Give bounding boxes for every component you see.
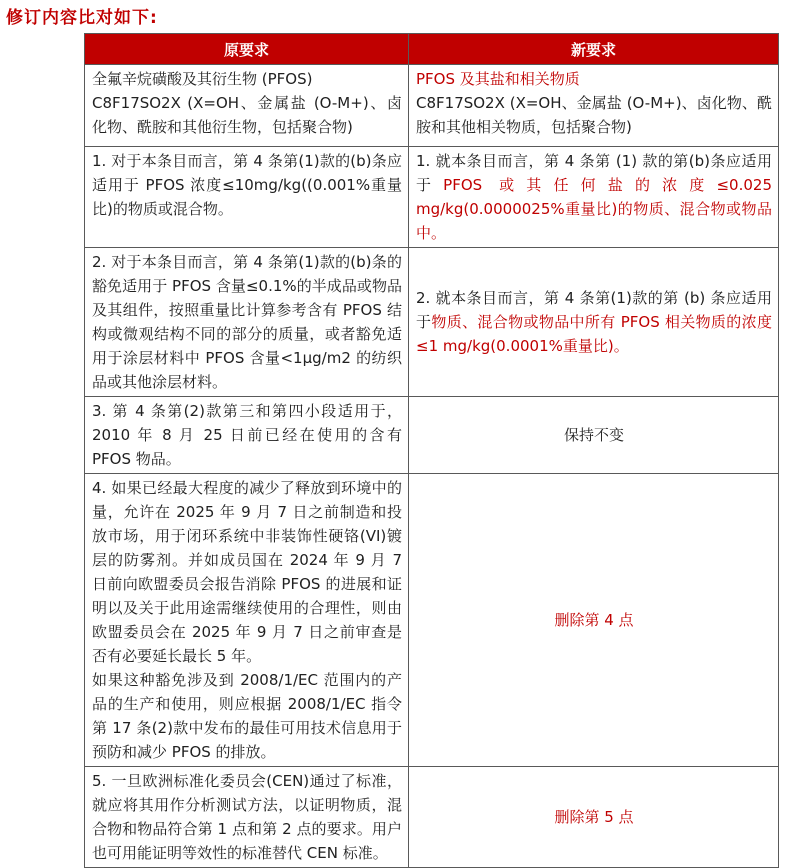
new-point-1-red-text: PFOS 或其任何盐的浓度≤0.025 mg/kg(0.0000025%重量比)的物质、混合物或物品中。 bbox=[416, 176, 772, 242]
new-point-2-cell bbox=[409, 248, 779, 397]
original-substance-formula: C8F17SO2X (X=OH、金属盐 (O-M+)、卤化物、酰胺和其他衍生物，包括聚合物) bbox=[92, 94, 402, 136]
new-point-3-cell bbox=[409, 397, 779, 474]
new-point-1-black-text: 1. 就本条目而言，第 4 条第 (1) 款的第(b)条应适用于 bbox=[416, 152, 772, 194]
original-point-1-text: 1. 对于本条目而言，第 4 条第(1)款的(b)条应适用于 PFOS 浓度≤10mg/kg((0.001%重量比)的物质或混合物。 bbox=[92, 152, 402, 218]
original-point-4-cell bbox=[85, 474, 409, 767]
new-point-2-black-text: 2. 就本条目而言，第 4 条第(1)款的第 (b) 条应适用于 bbox=[416, 289, 772, 331]
new-substance-cell bbox=[409, 65, 779, 147]
new-point-2-text bbox=[416, 286, 772, 358]
table-row-point-5 bbox=[85, 767, 779, 868]
new-point-4-cell bbox=[409, 474, 779, 767]
table-row-substance bbox=[85, 65, 779, 147]
original-point-4-paragraph-1: 4. 如果已经最大程度的减少了释放到环境中的量，允许在 2025 年 9 月 7 日之前制造和投放市场，用于闭环系统中非装饰性硬铬(VI)镀层的防雾剂。并如成员国在 2024 年 9 月 7 日前向欧盟委员会报告消除 PFOS 的进展和证明以及关于此用途需继续使用的合理性，则由欧盟委员会在 2025 年 9 月 7 日之前审查是否有必要延长最长 5 年。 bbox=[92, 479, 402, 665]
original-point-3-cell bbox=[85, 397, 409, 474]
new-substance-formula: C8F17SO2X (X=OH、金属盐 (O-M+)、卤化物、酰胺和其他相关物质，包括聚合物) bbox=[416, 94, 772, 136]
table-header-row bbox=[85, 34, 779, 65]
original-point-5-cell bbox=[85, 767, 409, 868]
original-substance-name: 全氟辛烷磺酸及其衍生物 (PFOS) bbox=[92, 70, 313, 88]
page-title: 修订内容比对如下: bbox=[6, 8, 158, 28]
new-point-5-cell bbox=[409, 767, 779, 868]
new-point-1-cell bbox=[409, 147, 779, 248]
new-point-3-status: 保持不变 bbox=[563, 426, 624, 444]
original-point-2-text: 2. 对于本条目而言，第 4 条第(1)款的(b)条的豁免适用于 PFOS 含量≤0.1%的半成品或物品及其组件，按照重量比计算参考含有 PFOS 结构或微观结构不同的部分的质量，或者豁免适用于涂层材料中 PFOS 含量<1μg/m2 的纺织品或其他涂层材料。 bbox=[92, 253, 402, 391]
original-point-1-cell bbox=[85, 147, 409, 248]
original-substance-cell bbox=[85, 65, 409, 147]
table-row-point-2 bbox=[85, 248, 779, 397]
comparison-table bbox=[84, 33, 779, 868]
new-point-5-status: 删除第 5 点 bbox=[554, 808, 634, 826]
original-point-5-text: 5. 一旦欧洲标准化委员会(CEN)通过了标准，就应将其用作分析测试方法，以证明物质，混合物和物品符合第 1 点和第 2 点的要求。用户也可用能证明等效性的标准替代 CEN 标准。 bbox=[92, 772, 402, 862]
table-row-point-3 bbox=[85, 397, 779, 474]
original-point-2-cell bbox=[85, 248, 409, 397]
new-point-1-text bbox=[416, 149, 772, 245]
new-substance-name: PFOS 及其盐和相关物质 bbox=[416, 70, 580, 88]
new-point-4-status: 删除第 4 点 bbox=[554, 611, 634, 629]
column-header-new: 新要求 bbox=[409, 34, 779, 65]
original-point-3-text: 3. 第 4 条第(2)款第三和第四小段适用于，2010 年 8 月 25 日前已经在使用的含有 PFOS 物品。 bbox=[92, 402, 402, 468]
original-point-4-paragraph-2: 如果这种豁免涉及到 2008/1/EC 范围内的产品的生产和使用，则应根据 2008/1/EC 指令第 17 条(2)款中发布的最佳可用技术信息用于预防和减少 PFOS 的排放。 bbox=[92, 671, 402, 761]
column-header-original: 原要求 bbox=[85, 34, 409, 65]
new-point-2-red-text: 物质、混合物或物品中所有 PFOS 相关物质的浓度≤1 mg/kg(0.0001%重量比)。 bbox=[416, 313, 772, 355]
table-row-point-4 bbox=[85, 474, 779, 767]
table-row-point-1 bbox=[85, 147, 779, 248]
